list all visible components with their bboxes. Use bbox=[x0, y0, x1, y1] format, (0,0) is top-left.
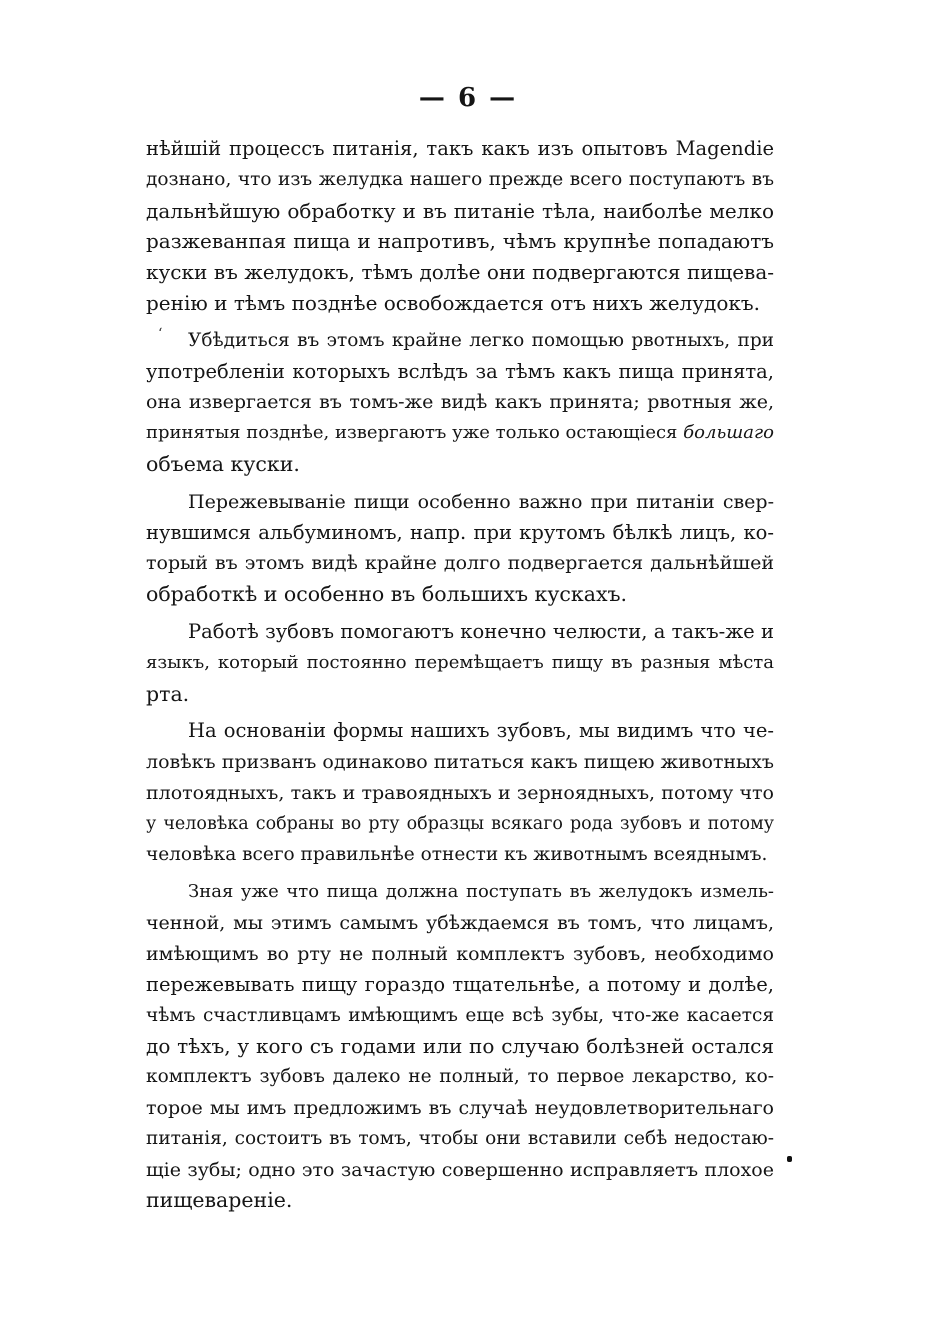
paragraph-4 bbox=[146, 617, 774, 709]
text-line: Убѣдиться въ этомъ крайне легко помощью рвотныхъ, при bbox=[188, 329, 774, 351]
text-line: комплектъ зубовъ далеко не полный, то первое лекарство, ко- bbox=[146, 1066, 774, 1088]
text-line: Зная уже что пища должна поступать въ желудокъ измель- bbox=[188, 881, 774, 903]
text-line: употребленіи которыхъ вслѣдъ за тѣмъ какъ пища принята, bbox=[146, 359, 774, 383]
body-text bbox=[146, 134, 774, 1216]
text-line: чѣмъ счастливцамъ имѣющимъ еще всѣ зубы, что-же касается bbox=[146, 1004, 774, 1026]
text-line: нувшимся альбуминомъ, напр. при крутомъ бѣлкѣ лицъ, ко- bbox=[146, 520, 774, 544]
paragraph-6 bbox=[146, 877, 774, 1216]
text-line: она извергается въ томъ-же видѣ какъ принята; рвотныя же, bbox=[146, 391, 774, 414]
text-line: ренію и тѣмъ позднѣе освобождается отъ нихъ желудокъ. bbox=[146, 290, 760, 315]
text-line: плотоядныхъ, такъ и травоядныхъ и зерноядныхъ, потому что bbox=[146, 781, 774, 804]
text-line: торое мы имъ предложимъ въ случаѣ неудовлетворительнаго bbox=[146, 1096, 774, 1119]
text-line: языкъ, который постоянно перемѣщаетъ пищу въ разныя мѣста bbox=[146, 651, 774, 673]
text-line: до тѣхъ, у кого съ годами или по случаю болѣзней остался bbox=[146, 1034, 774, 1059]
text-line: дальнѣйшую обработку и въ питаніе тѣла, наиболѣе мелко bbox=[146, 198, 774, 223]
text-line-with-emphasis bbox=[146, 418, 774, 449]
ink-dot bbox=[787, 1156, 792, 1162]
paragraph-1 bbox=[146, 134, 774, 319]
paragraph-2 bbox=[146, 326, 774, 480]
text-line: пищевареніе. bbox=[146, 1188, 293, 1213]
text-segment: принятыя позднѣе, извергаютъ уже только остающіеся bbox=[146, 422, 678, 444]
text-line: пережевывать пищу гораздо тщательнѣе, а потому и долѣе, bbox=[146, 972, 774, 996]
text-line: нѣйшій процессъ питанія, такъ какъ изъ опытовъ Magendie bbox=[146, 137, 774, 160]
text-line: щіе зубы; одно это зачастую совершенно исправляетъ плохое bbox=[146, 1158, 774, 1181]
text-line: торый въ этомъ видѣ крайне долго подвергается дальнѣйшей bbox=[146, 552, 774, 575]
text-line: ченной, мы этимъ самымъ убѣждаемся въ томъ, что лицамъ, bbox=[146, 912, 774, 935]
text-line: Работѣ зубовъ помогаютъ конечно челюсти, а такъ-же и bbox=[188, 619, 774, 643]
text-line: рта. bbox=[146, 681, 190, 706]
printing-mark: ‘ bbox=[158, 326, 163, 342]
text-line: куски въ желудокъ, тѣмъ долѣе они подвергаются пищева- bbox=[146, 260, 774, 285]
text-line: объема куски. bbox=[146, 451, 300, 476]
page-number: — 6 — bbox=[418, 83, 518, 113]
text-line: имѣющимъ во рту не полный комплектъ зубовъ, необходимо bbox=[146, 942, 774, 965]
text-line: На основаніи формы нашихъ зубовъ, мы видимъ что че- bbox=[188, 719, 774, 743]
paragraph-3 bbox=[146, 487, 774, 610]
text-line: обработкѣ и особенно въ большихъ кускахъ. bbox=[146, 582, 628, 607]
text-line: Пережевываніе пищи особенно важно при питаніи свер- bbox=[188, 490, 774, 513]
text-line: дознано, что изъ желудка нашего прежде всего поступаютъ въ bbox=[146, 168, 774, 190]
emphasized-word: большаго bbox=[683, 422, 774, 444]
paragraph-5 bbox=[146, 716, 774, 870]
text-line: у человѣка собраны во рту образцы всякаго рода зубовъ и потому bbox=[146, 813, 774, 834]
text-line: человѣка всего правильнѣе отнести къ животнымъ всеяднымъ. bbox=[146, 843, 768, 865]
text-line: питанія, состоитъ въ томъ, чтобы они вставили себѣ недостаю- bbox=[146, 1127, 774, 1149]
text-line: ловѣкъ призванъ одинаково питаться какъ пищею животныхъ bbox=[146, 751, 774, 774]
text-line: разжеванпая пища и напротивъ, чѣмъ крупнѣе попадаютъ bbox=[146, 229, 774, 254]
